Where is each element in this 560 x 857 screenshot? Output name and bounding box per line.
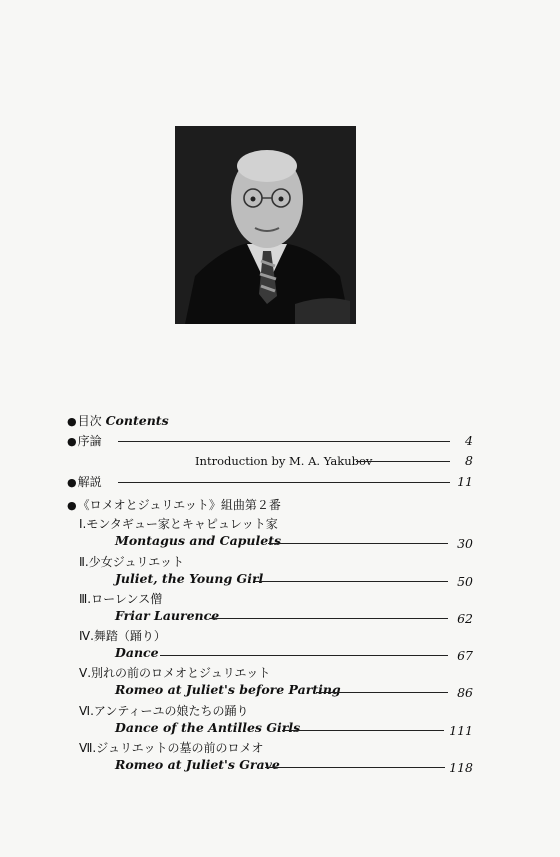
movement-numeral: Ⅰ. (79, 517, 87, 531)
movement-title-jp (79, 740, 264, 756)
toc-entry-label: 序論 (77, 434, 102, 448)
movement-numeral: Ⅴ. (79, 666, 92, 680)
movement-title-en[interactable]: Dance (115, 645, 159, 660)
movement-numeral: Ⅵ. (79, 704, 94, 718)
movement-title-en[interactable]: Dance of the Antilles Girls (115, 720, 301, 735)
dot-leader (356, 461, 450, 462)
movement-title-en[interactable]: Romeo at Juliet's before Parting (115, 682, 341, 697)
movement-numeral: Ⅳ. (79, 629, 94, 643)
page-number: 86 (457, 685, 473, 700)
movement-title-jp (79, 554, 184, 570)
movement-jp: 少女ジュリエット (88, 555, 185, 569)
toc-heading-jp: 目次 (77, 414, 102, 428)
bullet-icon: ● (67, 499, 77, 512)
page-number: 67 (457, 648, 473, 663)
movement-numeral: Ⅶ. (79, 741, 97, 755)
toc-entry-suite (67, 497, 281, 514)
bullet-icon: ● (67, 415, 77, 428)
movement-title-en[interactable]: Montagus and Capulets (115, 533, 282, 548)
page-number: 30 (457, 536, 473, 551)
toc-entry-preface[interactable] (67, 433, 102, 450)
bullet-icon: ● (67, 435, 77, 448)
toc-entry-commentary[interactable] (67, 474, 102, 491)
page-number: 118 (449, 760, 473, 775)
page-number: 11 (457, 474, 473, 489)
movement-title-jp (79, 665, 270, 681)
movement-numeral: Ⅲ. (79, 592, 92, 606)
movement-jp: 舞踏（踊り） (93, 629, 166, 643)
toc-entry-introduction[interactable] (195, 453, 372, 469)
dot-leader (118, 482, 450, 483)
page-number: 8 (465, 453, 473, 468)
movement-title-en[interactable]: Romeo at Juliet's Grave (115, 757, 280, 772)
movement-title-jp (79, 516, 278, 532)
movement-title-en[interactable]: Juliet, the Young Girl (115, 571, 264, 586)
toc-heading-en: Contents (105, 413, 169, 428)
toc-entry-label: 《ロメオとジュリエット》組曲第２番 (77, 498, 281, 512)
dot-leader (118, 441, 450, 442)
movement-jp: ローレンス僧 (91, 592, 163, 606)
dot-leader (282, 730, 444, 731)
bullet-icon: ● (67, 476, 77, 489)
movement-title-jp (79, 628, 166, 644)
movement-title-jp (79, 591, 162, 607)
movement-jp: アンティーユの娘たちの踊り (93, 704, 249, 718)
movement-jp: モンタギュー家とキャピュレット家 (86, 517, 278, 531)
toc-heading (67, 413, 169, 430)
movement-jp: 別れの前のロメオとジュリエット (91, 666, 271, 680)
toc-entry-label: 解説 (77, 475, 102, 489)
dot-leader (316, 692, 448, 693)
page-number: 4 (465, 433, 473, 448)
movement-jp: ジュリエットの墓の前のロメオ (96, 741, 264, 755)
movement-title-jp (79, 703, 248, 719)
dot-leader (160, 655, 448, 656)
dot-leader (268, 543, 448, 544)
dot-leader (265, 767, 445, 768)
movement-title-en[interactable]: Friar Laurence (115, 608, 220, 623)
dot-leader (210, 618, 448, 619)
page-number: 111 (449, 723, 473, 738)
page-number: 50 (457, 574, 473, 589)
toc-entry-label: Introduction by M. A. Yakubov (195, 454, 373, 468)
dot-leader (255, 581, 448, 582)
movement-numeral: Ⅱ. (79, 555, 89, 569)
page-number: 62 (457, 611, 473, 626)
